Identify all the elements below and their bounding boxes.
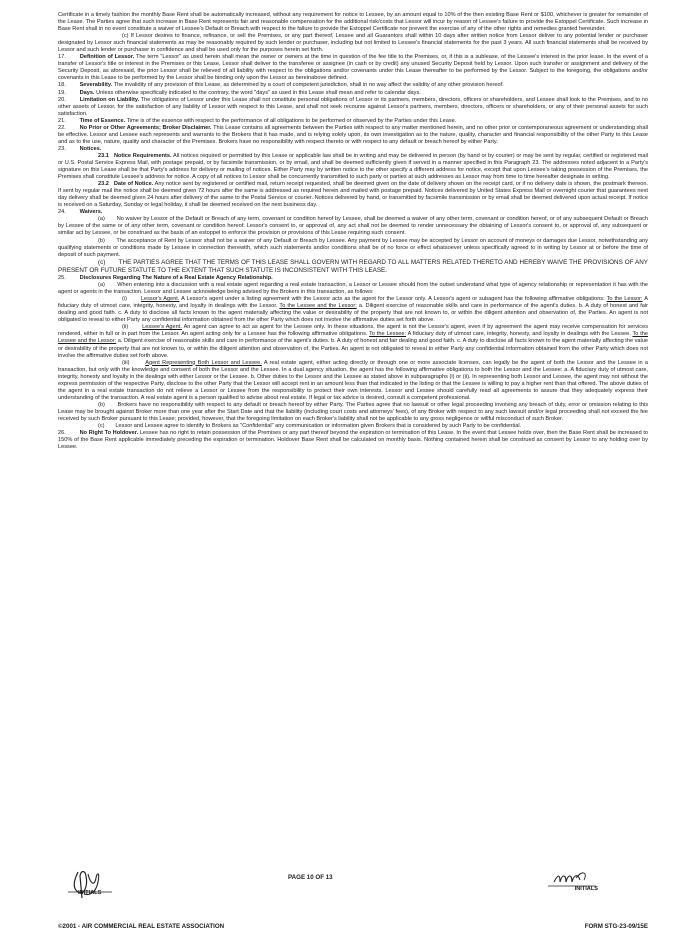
clause-subheading: To the Lessee and the Lessor: [279,303,357,310]
section-25 [58,275,648,282]
clause-heading: Agent Representing Both Lessor and Lessee. [145,359,262,366]
subsection-heading: Notice Requirements. [113,152,172,159]
paragraph-16c: (c) If Lessor desires to finance, refinance, or sell the Premises, or any part thereof, Lessee and all Guarantors shall within 10 days after written notice from Lessor deliver to any potential lender or purchaser designated by Lessor such financial statements as may be reasonably required by such lender or purchaser, including but not limited to Lessee's financial statements for the past 3 years. All such financial statements shall be received by Lessor and such lender or purchaser in confidence and shall be used only for the purposes herein set forth. [58,33,648,54]
section-heading: Waivers. [79,209,103,216]
clause-label: (a) [98,216,105,223]
clause-text: Lessor and Lessee agree to identify to Brokers as "Confidential" any communication or information given Brokers that is considered by such Party to be confidential. [115,423,522,430]
subsection-number: 23.1 [98,152,109,159]
section-24a [58,216,648,237]
section-text: This Lease contains all agreements between the Parties with respect to any matter mentioned herein, and no other prior or contemporaneous agreement or understanding shall be effective. Lessor and Lessee each represents and warrants to the Brokers that it has made, and is relying solely upon, its own investigation as to the nature, quality, character and financial responsibility of the other Party to this Lease and as to the use, nature, quality and character of the Premises. Brokers have no responsibility with respect thereto or with respect to any default or breach hereof by either Party. [58,124,649,145]
clause-text: No waiver by Lessor of the Default or Breach of any term, covenant or condition hereof by Lessee, shall be deemed a waiver of any other term, covenant or condition hereof, or of any subsequent Default or Breach by Lessee of the same or of any other term, covenant or condition hereof. Lessor's consent to, or approval of, any act shall not be deemed to render unnecessary the obtaining of Lessor's consent to, or approval of, any subsequent or similar act by Lessee, or be construed as the basis of an estoppel to enforce the provision or provisions of this Lease requiring such consent. [58,216,648,237]
section-26 [58,430,648,451]
initials-label-left: INITIALS [78,890,102,896]
clause-heading: Lessor's Agent. [140,296,180,303]
section-25a-iii [58,360,648,402]
section-text: Lessee has no right to retain possession of the Premises or any part thereof beyond the expiration or termination of this Lease. In the event that Lessee holds over, then the Base Rent shall be increased to 150% of the Base Rent applicable immediately preceding the expiration or termination. Holdover Base Rent shall be calculated on monthly basis. Nothing contained herein shall be construed as consent by Lessor to any holding over by Lessee. [58,430,649,451]
clause-subheading: To the Lessor: [606,296,643,303]
section-23 [58,146,648,153]
clause-text: A Lessor's agent under a listing agreement with the Lessor acts as the agent for the Lessor only. A Lessor's agent or subagent has the following affirmative obligations: [181,296,605,303]
subsection-heading: Date of Notice. [113,181,154,188]
clause-label: (ii) [122,324,129,331]
section-22 [58,125,648,146]
section-24c [58,259,648,275]
section-heading: No Prior or Other Agreements; Broker Disclaimer. [79,124,212,131]
clause-label: (b) [98,237,105,244]
section-heading: Time of Essence. [79,117,126,124]
section-heading: Limitation on Liability. [79,96,140,103]
clause-label: (c) [98,423,105,430]
section-25a-i [58,296,648,324]
section-number: 21. [58,117,66,124]
section-text: The invalidity of any provision of this Lease, as determined by a court of competent jurisdiction, shall in no way affect the validity of any other provision hereof. [113,82,504,89]
clause-text: The acceptance of Rent by Lessor shall not be a waiver of any Default or Breach by Lessee. Any payment by Lessee may be accepted by Lessor on account of moneys or damages due Lessor, notwithstanding any qualifying statements or conditions made by Lessee in connection therewith, which such statements and/or conditions shall be of no force or effect whatsoever unless specifically agreed to in writing by Lessor at or before the time of deposit of such payment. [58,237,648,258]
section-19 [58,90,648,97]
section-text: Time is of the essence with respect to the performance of all obligations to be performed or observed by the Parties under this Lease. [126,117,457,124]
section-heading: No Right To Holdover. [79,430,139,437]
clause-text: An agent can agree to act as agent for the Lessee only. In these situations, the agent is not the Lessor's agent, even if by agreement the agent may receive compensation for services rendered, either in full or in part from the Lessor. An agent acting only for a Lessee has the following affirmative obligations. [58,324,648,338]
section-number: 26. [58,430,66,437]
page-footer [58,862,648,932]
estoppel-continuation-paragraph: Certificate in a timely fashion the monthly Base Rent shall be automatically increased, without any requirement for notice to Lessee, by an amount equal to 10% of the then existing Base Rent or $100, whichever is greater for remainder of the Lease. The Parties agree that such increase in Base Rent represents fair and reasonable compensation for the additional risk/costs that Lessor will incur by reason of Lessee's failure to provide the Estoppel Certificate. Such increase in Base Rent shall in no event constitute a waiver of Lessee's Default or Breach with respect to the failure to provide the Estoppel Certificate nor prevent the exercise of any of the other rights and remedies granted hereunder. [58,12,648,33]
section-17 [58,54,648,82]
section-25a-ii [58,324,648,359]
section-23-2 [58,181,648,209]
section-number: 18. [58,82,66,89]
section-number: 24. [58,209,66,216]
subsection-text: All notices required or permitted by this Lease or applicable law shall be in writing and may be delivered in person (by hand or by courier) or may be sent by regular, certified or registered mail or U.S. Postal Service Express Mail, with postage prepaid, or by facsimile transmission, or by email, and shall be deemed sufficiently given if served in a manner specified in this Paragraph 23. The addresses noted adjacent to a Party's signature on this Lease shall be that Party's address for delivery or mailing of notices. Either Party may by written notice to the other specify a different address for notice, except that upon Lessee's taking possession of the Premises, the Premises shall constitute Lessee's address for notice. A copy of all notices to Lessor shall be concurrently transmitted to such party or parties at such addresses as Lessor may from time to time hereafter designate in writing. [58,152,649,181]
clause-label: (iii) [122,359,130,366]
clause-text: THE PARTIES AGREE THAT THE TERMS OF THIS LEASE SHALL GOVERN WITH REGARD TO ALL MATTERS RELATED THERETO AND HEREBY WAIVE THE PROVISIONS OF ANY PRESENT OR FUTURE STATUTE TO THE EXTENT THAT SUCH STATUTE IS INCONSISTENT WITH THIS LEASE. [58,258,648,274]
section-24b [58,238,648,259]
section-number: 22. [58,124,66,131]
section-heading: Days. [79,89,95,96]
clause-text: a. Diligent exercise of reasonable skills and care in performance of the agent's duties. b. A duty of honest and fair dealing and good faith. c. A duty to disclose all facts known to the agent materially affecting the value or desirability of the property that are not known to, or within the diligent attention and observation of, the Parties. An agent is not obligated to reveal to either Party any confidential information obtained from the other Party which does not involve the affirmative duties set forth above. [58,303,648,324]
section-20 [58,97,648,118]
clause-label: (i) [122,296,127,303]
subsection-text: Any notice sent by registered or certified mail, return receipt requested, shall be deemed given on the date of delivery shown on the receipt card, or if no delivery date is shown, the postmark thereon. If sent by regular mail the notice shall be deemed given 72 hours after the same is addressed as required herein and mailed with postage prepaid. Notices delivered by United States Express Mail or overnight courier that guarantees next day delivery shall be deemed given 24 hours after delivery of the same to the Postal Service or courier. Notices delivered by hand, or transmitted by facsimile transmission or by email shall be deemed delivered upon actual receipt. If notice is received on a Saturday, Sunday or legal holiday, it shall be deemed received on the next business day. [58,181,648,209]
clause-text: A fiduciary duty of utmost care, integrity, honesty, and loyalty in dealings with the Lessee. [407,331,631,338]
section-heading: Severability. [79,82,113,89]
clause-subheading: To the Lessee: [369,331,407,338]
section-23-1 [58,153,648,181]
section-heading: Notices. [79,145,102,152]
section-21 [58,118,648,125]
section-number: 17. [58,54,66,61]
section-24 [58,209,648,216]
clause-label: (b) [98,401,105,408]
section-25a [58,282,648,296]
section-text: Unless otherwise specifically indicated to the contrary, the word "days" as used in this Lease shall mean and refer to calendar days. [96,89,421,96]
section-heading: Disclosures Regarding The Nature of a Real Estate Agency Relationship. [79,275,273,282]
clause-text: When entering into a discussion with a real estate agent regarding a real estate transaction, a Lessor or Lessee should from the outset understand what type of agency relationship or representation it has with the agent or agents in the transaction. Lessor and Lessee acknowledge being advised by the Brokers in this transaction, as follows: [58,282,648,296]
section-number: 20. [58,96,66,103]
section-text: The term "Lessor" as used herein shall mean the owner or owners at the time in question of the fee title to the Premises, or, if this is a sublease, of the Lessee's interest in the prior lease. In the event of a transfer of Lessor's title or interest in the Premises or this Lease, Lessor shall deliver to the transferee or assignee (in cash or by credit) any unused Security Deposit held by Lessor. Upon such transfer or assignment and delivery of the Security Deposit, as aforesaid, the prior Lessor shall be relieved of all liability with respect to the obligations and/or covenants under this Lease thereafter to be performed by the Lessor. Subject to the foregoing, the obligations and/or covenants in this Lease to be performed by the Lessor shall be binding only upon the Lessor as hereinabove defined. [58,54,648,82]
clause-text: Brokers have no responsibility with respect to any default or breach hereof by either Party. The Parties agree that no lawsuit or other legal proceeding involving any breach of duty, error or omission relating to this Lease may be brought against Broker more than one year after the Start Date and that the liability (including court costs and attorneys' fees), of any Broker with respect to any such lawsuit and/or legal proceeding shall not exceed the fee received by such Broker pursuant to this Lease; provided, however, that the foregoing limitation on each Broker's liability shall not be applicable to any gross negligence or willful misconduct of such Broker. [58,401,648,422]
clause-subheading: To the Lessee and the Lessor: [58,331,649,345]
form-identifier: FORM STG-23-09/15E [584,923,648,930]
section-18 [58,82,648,89]
copyright-notice: ©2001 - AIR COMMERCIAL REAL ESTATE ASSOCIATION [58,923,225,930]
section-number: 25. [58,275,66,282]
section-25b [58,402,648,423]
section-number: 23. [58,145,66,152]
section-25c [58,423,648,430]
clause-heading: Lessee's Agent. [142,324,182,331]
section-number: 19. [58,89,66,96]
initials-label-right: INITIALS [574,886,598,892]
clause-label: (a) [98,282,105,289]
clause-text: A fiduciary duty of utmost care, integrity, honesty, and loyalty in dealings with the Lessor. [58,296,648,310]
handwritten-initials-left [64,866,144,906]
page-number: PAGE 10 OF 13 [288,874,333,881]
clause-text: A real estate agent, either acting directly or through one or more associate licenses, can legally be the agent of both the Lessor and the Lessee in a transaction, but only with the knowledge and consent of both the Lessor and the Lessee. In a dual agency situation, the agent has the following affirmative obligations to both the Lessor and the Lessee: a. A fiduciary duty of utmost care, integrity, honesty and loyalty in the dealings with either Lessor or the Lessee. b. Other duties to the Lessor and the Lessee as stated above in subparagraphs (i) or (ii). In representing both Lessor and Lessee, the agent may not without the express permission of the respective Party, disclose to the other Party that the Lessor will accept rent in an amount less than that indicated in the listing or that the Lessee is willing to pay a higher rent than that offered. The above duties of the agent in a real estate transaction do not relieve a Lessor or Lessee from the responsibility to protect their own interests. Lessor and Lessee should carefully read all agreements to assure that they adequately express their understanding of the transaction. A real estate agent is a person qualified to advise about real estate. If legal or tax advice is desired, consult a competent professional. [58,359,648,401]
lease-document-page [58,12,648,451]
section-heading: Definition of Lessor. [79,54,135,61]
clause-text: a. Diligent exercise of reasonable skills and care in performance of the agent's duties. b. A duty of honest and fair dealing and good faith. c. A duty to disclose all facts known to the agent materially affecting the value or desirability of the property that are not known to, or within the diligent attention and observation of, the Parties. An agent is not obligated to reveal to either Party any confidential information obtained from the other Party which does not involve the affirmative duties set forth above. [58,338,649,359]
subsection-number: 23.2 [98,181,109,188]
clause-label: (c) [98,258,106,266]
section-text: The obligations of Lessor under this Lease shall not constitute personal obligations of Lessor or its partners, members, directors, officers or shareholders, and Lessee shall look to the Premises, and to no other assets of Lessor, for the satisfaction of any liability of Lessor with respect to this Lease, and shall not seek recourse against Lessor's partners, members, directors, officers or shareholders, or any of their personal assets for such satisfaction. [58,96,649,117]
